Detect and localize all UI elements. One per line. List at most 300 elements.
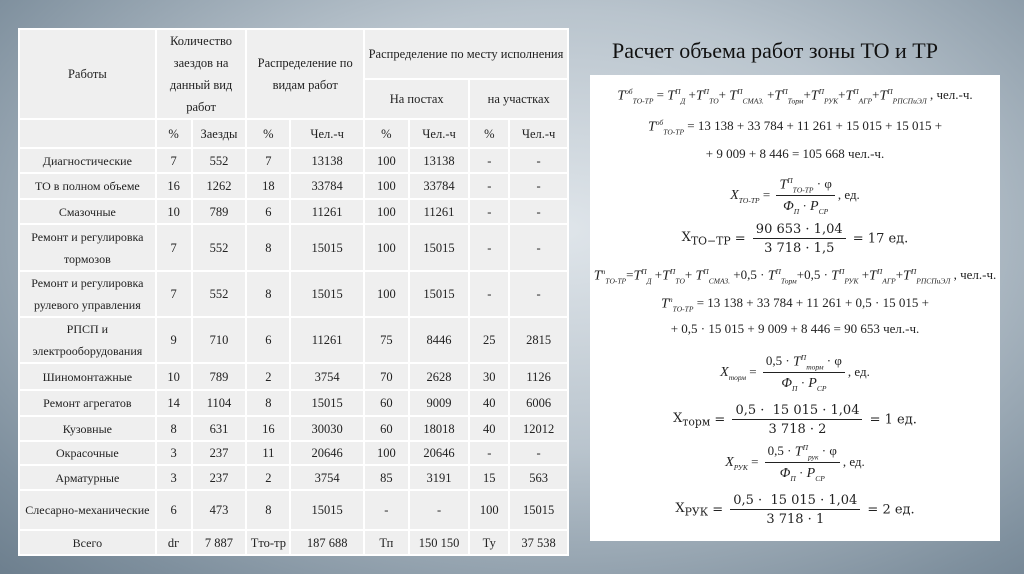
superscript: об — [625, 87, 633, 96]
cell: 8 — [246, 390, 290, 416]
cell: 70 — [364, 363, 409, 390]
formula-text: , ед. — [842, 453, 865, 469]
cell: 710 — [192, 317, 247, 363]
fraction — [753, 222, 846, 256]
cell: - — [469, 173, 509, 199]
cell: 552 — [192, 224, 247, 271]
header-empty — [19, 119, 156, 148]
numerator — [763, 353, 845, 373]
subscript: Торм — [787, 96, 804, 106]
subscript: ТО-ТР — [792, 185, 814, 195]
row-label: ТО в полном объеме — [19, 173, 156, 199]
formula-symbol — [730, 188, 759, 205]
row-label: Смазочные — [19, 199, 156, 224]
formula-symbol — [810, 199, 828, 216]
formula-line — [590, 87, 1000, 105]
cell: 9009 — [409, 390, 470, 416]
subscript: Д — [680, 96, 686, 106]
row-label: Диагностические — [19, 148, 156, 173]
cell: 7 — [246, 148, 290, 173]
formula-text: = — [653, 87, 668, 103]
formula-text: = 1 ед. — [865, 412, 917, 428]
subscript: ТО-ТР — [663, 127, 685, 137]
symbol-base: T — [667, 88, 676, 104]
table-row — [19, 148, 568, 173]
symbol-base: T — [903, 268, 911, 284]
subscript: РУК — [684, 505, 709, 519]
row-label: Шиномонтажные — [19, 363, 156, 390]
subscript: АГР — [858, 96, 873, 106]
slide-title: Расчет объема работ зоны ТО и ТР — [612, 38, 938, 63]
subscript: РУК — [844, 276, 859, 286]
formula-text: , чел.-ч. — [950, 267, 997, 283]
formula-symbol — [845, 87, 872, 105]
formula-symbol — [729, 87, 764, 105]
denominator — [778, 373, 829, 392]
cell: - — [469, 199, 509, 224]
superscript: П — [675, 87, 681, 96]
cell: 10 — [156, 199, 192, 224]
superscript: П — [910, 267, 917, 276]
formula-symbol — [633, 267, 651, 285]
symbol-base: X — [681, 230, 691, 246]
cell: 3754 — [290, 465, 364, 490]
subscript: АГР — [882, 276, 896, 286]
fraction — [765, 443, 840, 483]
superscript: об — [655, 118, 664, 127]
formula-text: + — [803, 87, 811, 103]
cell: 3 — [156, 441, 192, 465]
cell: 25 — [469, 317, 509, 363]
formula-symbol — [667, 87, 685, 105]
cell: 33784 — [290, 173, 364, 199]
symbol-base: T — [647, 119, 656, 135]
cell: 563 — [509, 465, 568, 490]
symbol-base: T — [879, 88, 888, 104]
cell: 30 — [469, 363, 509, 390]
cell: 100 — [364, 271, 409, 317]
cell: 3 — [156, 465, 192, 490]
formula-symbol — [675, 501, 708, 519]
subscript: П — [790, 473, 796, 483]
formula-text: · φ — [818, 443, 837, 459]
symbol-base: T — [774, 88, 783, 104]
row-label: Окрасочные — [19, 441, 156, 465]
cell: - — [469, 224, 509, 271]
formula-symbol — [811, 87, 838, 105]
cell: - — [364, 490, 409, 530]
superscript: п — [668, 295, 673, 304]
cell: 10 — [156, 363, 192, 390]
formula-text: 0,5 · — [767, 443, 795, 459]
symbol-base: T — [831, 268, 839, 284]
symbol-base: Φ — [783, 199, 794, 215]
subscript: П — [792, 383, 798, 393]
cell: 8 — [246, 224, 290, 271]
cell: 11 — [246, 441, 290, 465]
subscript: РУК — [824, 96, 839, 106]
symbol-base: T — [810, 88, 819, 104]
formula-text: · φ — [813, 176, 832, 192]
symbol-base: X — [730, 187, 739, 203]
cell: Ту — [469, 530, 509, 555]
formula-line — [590, 222, 1000, 256]
superscript: П — [775, 267, 781, 276]
formula-text: 0,5 · — [765, 353, 793, 369]
cell: 12012 — [509, 416, 568, 441]
row-label: Ремонт и регулировка тормозов — [19, 224, 156, 271]
cell: - — [469, 271, 509, 317]
formula-text: , чел.-ч. — [926, 87, 973, 103]
symbol-base: T — [794, 444, 803, 460]
symbol-base: T — [869, 268, 877, 284]
formula-text: + — [718, 87, 730, 103]
formula-text: + — [895, 267, 904, 283]
formula-text: + — [858, 267, 870, 283]
cell: 7 — [156, 224, 192, 271]
formula-line — [590, 176, 1000, 216]
formula-symbol — [594, 267, 626, 285]
subscript: РПСПиЭЛ — [892, 96, 927, 106]
numerator — [776, 176, 834, 196]
cell: 8446 — [409, 317, 470, 363]
cell: - — [509, 224, 568, 271]
symbol-base: T — [792, 354, 801, 370]
cell: 7 — [156, 271, 192, 317]
superscript: П — [787, 176, 793, 185]
cell: 8 — [156, 416, 192, 441]
formula-text: = — [747, 453, 762, 469]
row-label: Арматурные — [19, 465, 156, 490]
cell: 3191 — [409, 465, 470, 490]
superscript: П — [782, 87, 788, 96]
header-posts: На постах — [364, 79, 469, 120]
cell: 789 — [192, 199, 247, 224]
subheader-cell: Заезды — [192, 119, 247, 148]
formula-text: 0,5 · 15 015 · 1,04 — [735, 403, 860, 418]
formula-text: 90 653 · 1,04 — [755, 222, 843, 237]
cell: 11261 — [290, 317, 364, 363]
formula-symbol — [661, 295, 693, 313]
formula-symbol — [808, 376, 826, 393]
symbol-base: T — [633, 268, 642, 284]
cell: 15015 — [290, 390, 364, 416]
cell: 7 — [156, 148, 192, 173]
subheader-cell: % — [246, 119, 290, 148]
formula-line — [590, 443, 1000, 483]
cell: 37 538 — [509, 530, 568, 555]
superscript: П — [818, 87, 825, 96]
cell: - — [509, 173, 568, 199]
row-label: Кузовные — [19, 416, 156, 441]
header-distribution: Распределение по видам работ — [246, 29, 364, 119]
cell: 2628 — [409, 363, 470, 390]
cell: 8 — [246, 271, 290, 317]
formula-text: +0,5 · — [730, 267, 768, 283]
cell: 1104 — [192, 390, 247, 416]
formula-panel — [590, 75, 1000, 541]
cell: 11261 — [290, 199, 364, 224]
denominator — [763, 510, 827, 527]
denominator — [780, 196, 831, 215]
subscript: ТО — [709, 96, 719, 106]
numerator — [730, 493, 860, 510]
subscript: СР — [818, 206, 829, 216]
cell: 473 — [192, 490, 247, 530]
formula-text: · — [795, 465, 807, 481]
header-works: Работы — [19, 29, 156, 119]
subscript: рук — [807, 452, 819, 462]
work-distribution-table — [18, 28, 569, 556]
cell: 33784 — [409, 173, 470, 199]
formula-symbol — [869, 267, 896, 285]
superscript: п — [601, 267, 606, 276]
cell: 9 — [156, 317, 192, 363]
formula-line — [590, 295, 1000, 313]
subscript: П — [793, 206, 800, 216]
table-row — [19, 317, 568, 363]
denominator — [761, 239, 837, 256]
numerator — [753, 222, 846, 239]
cell: 11261 — [409, 199, 470, 224]
subheader-cell: % — [156, 119, 192, 148]
subscript: СМАЗ. — [742, 96, 764, 106]
formula-text: + — [872, 87, 880, 103]
formula-text: + — [651, 267, 663, 283]
formula-symbol — [879, 87, 926, 105]
cell: 13138 — [409, 148, 470, 173]
formula-symbol — [793, 353, 824, 371]
symbol-base: T — [729, 88, 738, 104]
formula-line — [590, 321, 1000, 337]
table-row — [19, 224, 568, 271]
cell: 15015 — [409, 271, 470, 317]
subheader-cell: Чел.-ч — [290, 119, 364, 148]
table-row — [19, 530, 568, 555]
cell: 75 — [364, 317, 409, 363]
cell: - — [469, 441, 509, 465]
cell: 100 — [364, 148, 409, 173]
row-label: РПСП и электрооборудования — [19, 317, 156, 363]
formula-line — [590, 493, 1000, 527]
formula-symbol — [774, 87, 803, 105]
symbol-base: P — [806, 466, 816, 482]
symbol-base: T — [845, 88, 854, 104]
formula-text: = — [626, 267, 634, 283]
header-sections: на участках — [469, 79, 568, 120]
row-label: Слесарно-механические — [19, 490, 156, 530]
subscript: ТО-ТР — [738, 195, 760, 205]
cell: 15015 — [509, 490, 568, 530]
cell: 552 — [192, 148, 247, 173]
symbol-base: X — [675, 501, 685, 517]
fraction — [732, 403, 862, 437]
cell: 40 — [469, 416, 509, 441]
formula-text: = 17 ед. — [848, 231, 909, 247]
subheader-cell: % — [364, 119, 409, 148]
header-visits: Количество заездов на данный вид работ — [156, 29, 247, 119]
formula-line — [590, 118, 1000, 136]
formula-symbol — [725, 455, 748, 472]
formula-symbol — [781, 376, 797, 393]
formula-text: = — [730, 231, 750, 247]
cell: 60 — [364, 416, 409, 441]
cell: - — [509, 441, 568, 465]
row-label: Всего — [19, 530, 156, 555]
formula-symbol — [682, 230, 731, 248]
cell: - — [409, 490, 470, 530]
subscript: Д — [646, 276, 652, 286]
formula-text: · — [797, 375, 809, 391]
cell: 2815 — [509, 317, 568, 363]
formula-text: + — [763, 87, 775, 103]
subscript: СР — [816, 383, 827, 393]
cell: 100 — [469, 490, 509, 530]
subscript: ТО-ТР — [672, 304, 694, 314]
table-row — [19, 173, 568, 199]
subscript: ТО-ТР — [632, 96, 654, 106]
formula-line — [590, 353, 1000, 393]
cell: 15015 — [409, 224, 470, 271]
table-row — [19, 416, 568, 441]
cell: 237 — [192, 465, 247, 490]
formula-text: · φ — [823, 353, 842, 369]
subheader-cell: Чел.-ч — [509, 119, 568, 148]
cell: Тто-тр — [246, 530, 290, 555]
symbol-base: X — [720, 364, 729, 380]
superscript: П — [853, 87, 859, 96]
formula-text: +0,5 · — [796, 267, 832, 283]
formula-text: + 9 009 + 8 446 = 105 668 чел.-ч. — [705, 146, 885, 161]
table-row — [19, 465, 568, 490]
formula-symbol — [768, 267, 797, 285]
cell: Тп — [364, 530, 409, 555]
cell: 13138 — [290, 148, 364, 173]
cell: 3754 — [290, 363, 364, 390]
symbol-base: T — [779, 177, 788, 193]
cell: 14 — [156, 390, 192, 416]
cell: 7 887 — [192, 530, 247, 555]
cell: - — [469, 148, 509, 173]
subscript: торм — [806, 362, 824, 372]
cell: 18018 — [409, 416, 470, 441]
subscript: СМАЗ. — [708, 276, 731, 286]
formula-symbol — [783, 199, 799, 216]
cell: 6 — [246, 199, 290, 224]
formula-text: = — [746, 363, 760, 379]
formula-symbol — [903, 267, 950, 285]
fraction — [730, 493, 860, 527]
superscript: П — [887, 87, 893, 96]
cell: 2 — [246, 465, 290, 490]
formula-text: = 13 138 + 33 784 + 11 261 + 0,5 · 15 015 + — [693, 295, 929, 311]
subscript: торм — [728, 372, 747, 382]
formula-text: = — [708, 502, 728, 518]
subscript: СР — [815, 473, 825, 483]
formula-symbol — [673, 411, 710, 429]
table-row — [19, 363, 568, 390]
superscript: П — [802, 443, 808, 452]
cell: 6006 — [509, 390, 568, 416]
formula-text: · — [799, 198, 811, 214]
cell: 100 — [364, 441, 409, 465]
cell: 8 — [246, 490, 290, 530]
superscript: П — [800, 353, 807, 362]
symbol-base: X — [673, 411, 683, 427]
formula-symbol — [617, 87, 653, 105]
symbol-base: T — [661, 296, 669, 312]
cell: 150 150 — [409, 530, 470, 555]
cell: 631 — [192, 416, 247, 441]
superscript: П — [876, 267, 883, 276]
table-row — [19, 271, 568, 317]
formula-text: 0,5 · 15 015 · 1,04 — [733, 493, 858, 508]
cell: 16 — [156, 173, 192, 199]
formula-line — [590, 403, 1000, 437]
symbol-base: T — [662, 268, 670, 284]
table-row — [19, 390, 568, 416]
formula-text: = — [710, 412, 730, 428]
cell: 60 — [364, 390, 409, 416]
formula-symbol — [779, 176, 813, 194]
cell: 20646 — [290, 441, 364, 465]
cell: 20646 — [409, 441, 470, 465]
cell: dг — [156, 530, 192, 555]
formula-symbol — [780, 466, 796, 483]
numerator — [765, 443, 840, 463]
symbol-base: T — [695, 268, 704, 284]
cell: 187 688 — [290, 530, 364, 555]
subscript: Торм — [780, 276, 797, 286]
table-row — [19, 199, 568, 224]
cell: 15 — [469, 465, 509, 490]
subscript: ТО — [675, 276, 685, 286]
formula-text: + — [838, 87, 846, 103]
row-label: Ремонт и регулировка рулевого управления — [19, 271, 156, 317]
cell: 40 — [469, 390, 509, 416]
formula-text: = — [759, 186, 774, 202]
fraction — [776, 176, 834, 216]
cell: 85 — [364, 465, 409, 490]
table-row — [19, 441, 568, 465]
formula-symbol — [720, 365, 746, 382]
symbol-base: X — [725, 454, 734, 470]
subscript: РПСПиЭЛ — [916, 276, 951, 286]
numerator — [732, 403, 862, 420]
cell: 1126 — [509, 363, 568, 390]
cell: 2 — [246, 363, 290, 390]
denominator — [777, 463, 828, 482]
formula-text: 3 718 · 1 — [766, 512, 825, 527]
superscript: П — [641, 267, 647, 276]
subscript: РУК — [733, 462, 748, 472]
formula-text: + 0,5 · 15 015 + 9 009 + 8 446 = 90 653 чел.-ч. — [670, 321, 920, 336]
formula-text: , ед. — [847, 363, 870, 379]
cell: 552 — [192, 271, 247, 317]
cell: 100 — [364, 173, 409, 199]
cell: 15015 — [290, 271, 364, 317]
cell: 789 — [192, 363, 247, 390]
superscript: П — [838, 267, 845, 276]
formula-symbol — [695, 267, 730, 285]
subscript: ТО−ТР — [690, 234, 731, 248]
superscript: П — [703, 267, 709, 276]
symbol-base: Φ — [781, 376, 793, 392]
formula-symbol — [831, 267, 858, 285]
fraction — [763, 353, 845, 393]
subheader-cell: % — [469, 119, 509, 148]
formula-text: = 13 138 + 33 784 + 11 261 + 15 015 + 15 015 + — [684, 118, 943, 134]
